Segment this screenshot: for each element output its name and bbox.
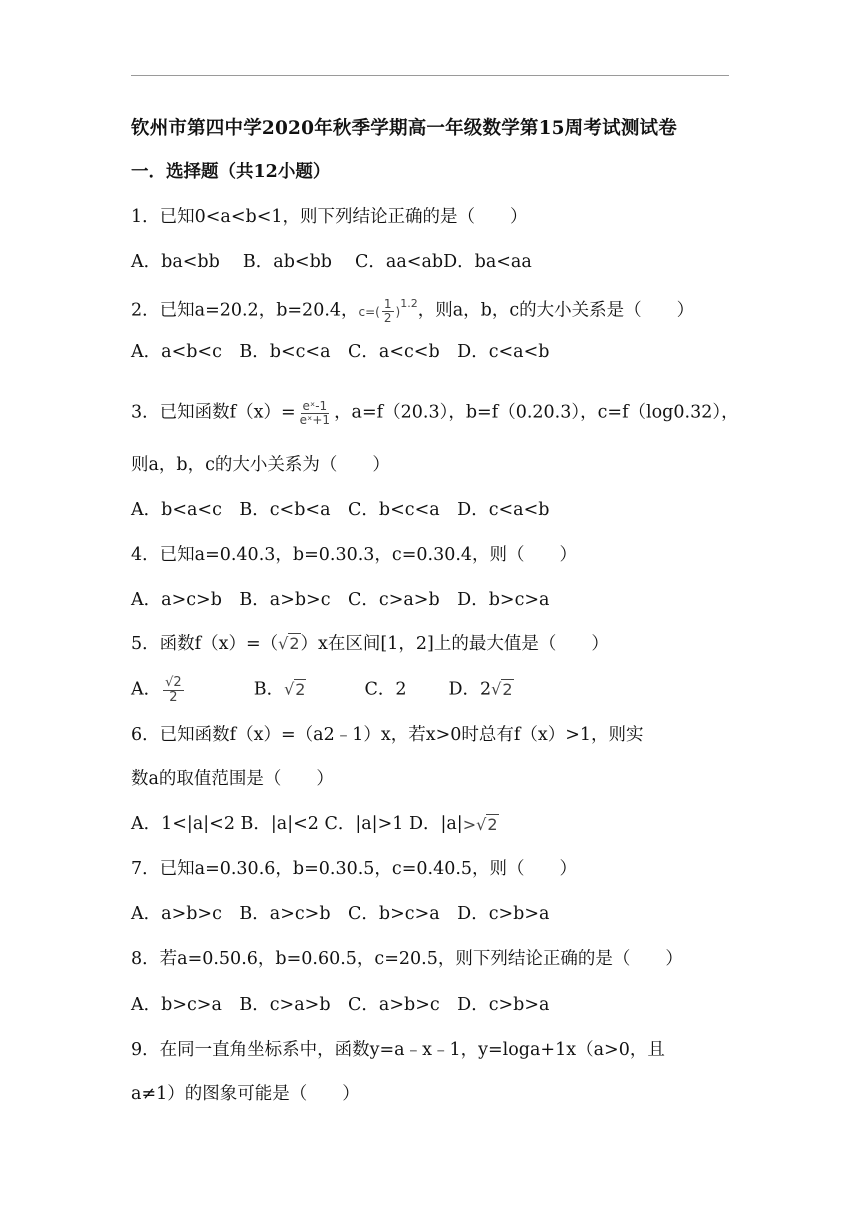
question-9-stem-cont: a≠1）的图象可能是（ ） — [131, 1084, 360, 1104]
question-3-stem-cont: 则a，b，c的大小关系为（ ） — [131, 455, 390, 475]
sqrt-image: √2 — [284, 679, 306, 699]
question-6-stem-cont: 数a的取值范围是（ ） — [131, 769, 334, 789]
sqrt-image: √2 — [491, 679, 513, 699]
question-4-stem: 4．已知a=0.40.3，b=0.30.3，c=0.30.4，则（ ） — [131, 545, 578, 565]
question-5-stem: 5．函数f（x）=（√2）x在区间[1，2]上的最大值是（ ） — [131, 634, 609, 654]
question-4-options: A．a>c>b B．a>b>c C．c>a>b D．b>c>a — [131, 590, 550, 610]
section-heading: 一．选择题（共12小题） — [131, 162, 331, 182]
greater-sqrt-image: >√2 — [462, 814, 498, 834]
question-9-stem: 9．在同一直角坐标系中，函数y=a﹣x﹣1，y=loga+1x（a>0，且 — [131, 1040, 665, 1060]
question-7-options: A．a>b>c B．a>c>b C．b>c>a D．c>b>a — [131, 904, 550, 924]
header-rule — [131, 75, 729, 76]
question-5-options: A． $\frac{√2}{2}$ B．√2 C．2 D．2√2 — [131, 675, 513, 705]
question-1-options: A．ba<bb B．ab<bb C．aa<abD．ba<aa — [131, 252, 532, 272]
question-7-stem: 7．已知a=0.30.6，b=0.30.5，c=0.40.5，则（ ） — [131, 859, 578, 879]
fraction-image: $\frac{\text{eˣ-1}}{\text{eˣ+1}}$ — [299, 399, 331, 427]
question-3-stem: 3．已知函数f（x）= $\frac{\text{eˣ-1}}{\text{eˣ+1}}$ ，a=f（20.3），b=f（0.20.3），c=f（log0.32）， — [131, 399, 739, 427]
exam-title: 钦州市第四中学2020年秋季学期高一年级数学第15周考试测试卷 — [131, 118, 677, 139]
question-8-stem: 8．若a=0.50.6，b=0.60.5，c=20.5，则下列结论正确的是（ ） — [131, 949, 683, 969]
question-2-stem: 2．已知a=20.2，b=20.4，c=( $\frac{1}{2}$ )$^{1.2}$，则a，b，c的大小关系是（ ） — [131, 297, 695, 325]
question-8-options: A．b>c>a B．c>a>b C．a>b>c D．c>b>a — [131, 995, 550, 1015]
question-1-stem: 1．已知0<a<b<1，则下列结论正确的是（ ） — [131, 207, 528, 227]
question-3-options: A．b<a<c B．c<b<a C．b<c<a D．c<a<b — [131, 500, 550, 520]
question-6-options: A．1<|a|<2 B．|a|<2 C．|a|>1 D．|a|>√2 — [131, 814, 498, 834]
question-2-options: A．a<b<c B．b<c<a C．a<c<b D．c<a<b — [131, 342, 550, 362]
sqrt-image: √2 — [278, 634, 300, 653]
c-formula-image: c=( $\frac{1}{2}$ )$^{1.2}$ — [358, 297, 418, 325]
question-6-stem: 6．已知函数f（x）=（a2﹣1）x，若x>0时总有f（x）>1，则实 — [131, 725, 644, 745]
fraction-image: $\frac{√2}{2}$ — [165, 675, 182, 705]
